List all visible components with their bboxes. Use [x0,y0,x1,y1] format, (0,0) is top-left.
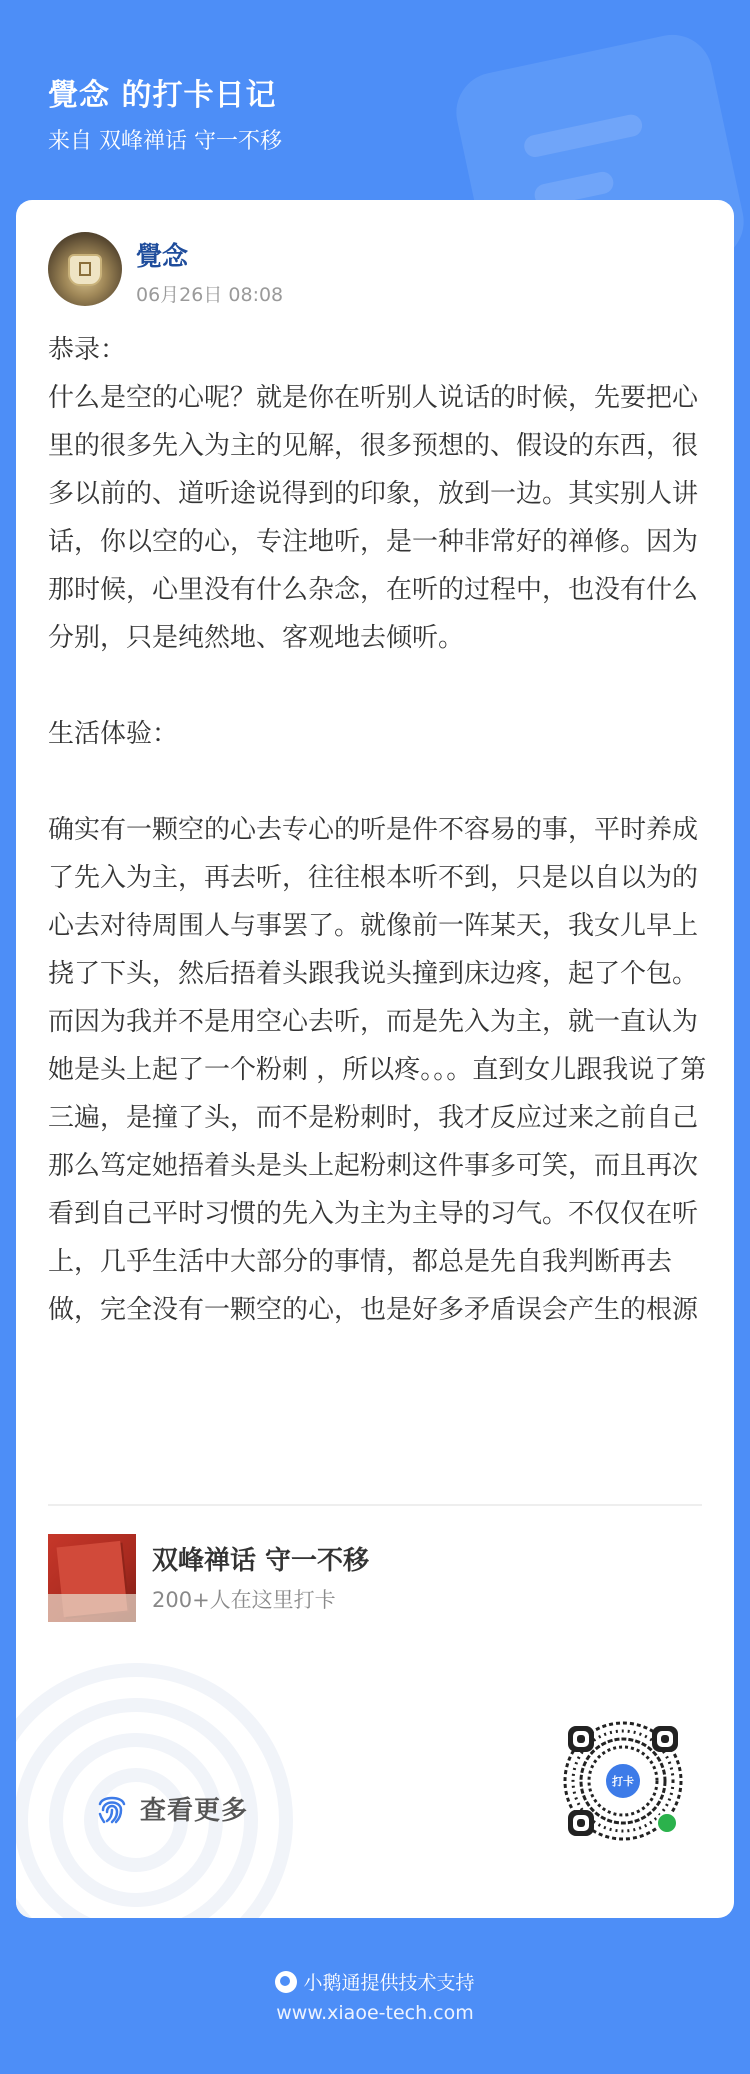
group-name[interactable]: 双峰禅话 守一不移 [152,1546,370,1576]
page-subtitle: 来自 双峰禅话 守一不移 [48,129,282,154]
post-content: 恭录： 什么是空的心呢？就是你在听别人说话的时候，先要把心里的很多先入为主的见解，很多预想的、假设的东西，很多以前的、道听途说得到的印象，放到一边。其实别人讲话，你以空的心，专注地听，是一种非常好的禅修。因为那时候，心里没有什么杂念，在听的过程中，也没有什么分别，只是纯然地、客观地去倾听。 生活体验： 确实有一颗空的心去专心的听是件不容易的事，平时养成了先入为主，再去听，往往根本听不到，只是以自以为的心去对待周围人与事罢了。就像前一阵某天，我女儿早上挠了下头，然后捂着头跟我说头撞到床边疼，起了个包。而因为我并不是用空心去听，而是先入为主，就一直认为她是头上起了一个粉刺 ，所以疼。。。直到女儿跟我说了第三遍，是撞了头，而不是粉刺时，我才反应过来之前自己那么笃定她捂着头是头上起粉刺这件事多可笑，而且再次看到自己平时习惯的先入为主为主导的习气。不仅仅在听上，几乎生活中大部分的事情，都总是先自我判断再去做，完全没有一颗空的心，也是好多矛盾误会产生的根源 [48,335,707,1325]
divider [48,1504,702,1506]
xiaoe-logo-icon [275,1971,297,1993]
post-date: 06月26日 08:08 [136,284,284,306]
fingerprint-icon [94,1790,130,1826]
tech-support [0,1968,750,1995]
diary-card [16,200,734,1918]
group-member-count: 200+人在这里打卡 [152,1588,336,1612]
footer-url[interactable]: www.xiaoe-tech.com [276,2002,474,2024]
avatar[interactable] [48,232,122,306]
checkin-logo-icon: 打卡 [603,1761,643,1801]
author-name[interactable]: 覺念 [136,242,189,272]
header [0,0,750,200]
group-thumbnail[interactable] [48,1534,136,1622]
mini-program-badge-icon [656,1812,678,1834]
tech-support-text: 小鹅通提供技术支持 [303,1972,475,1994]
page-title: 覺念 的打卡日记 [48,78,277,113]
mini-program-qr-code [560,1718,686,1844]
view-more-label: 查看更多 [140,1795,249,1826]
view-more-button[interactable] [94,1786,248,1830]
